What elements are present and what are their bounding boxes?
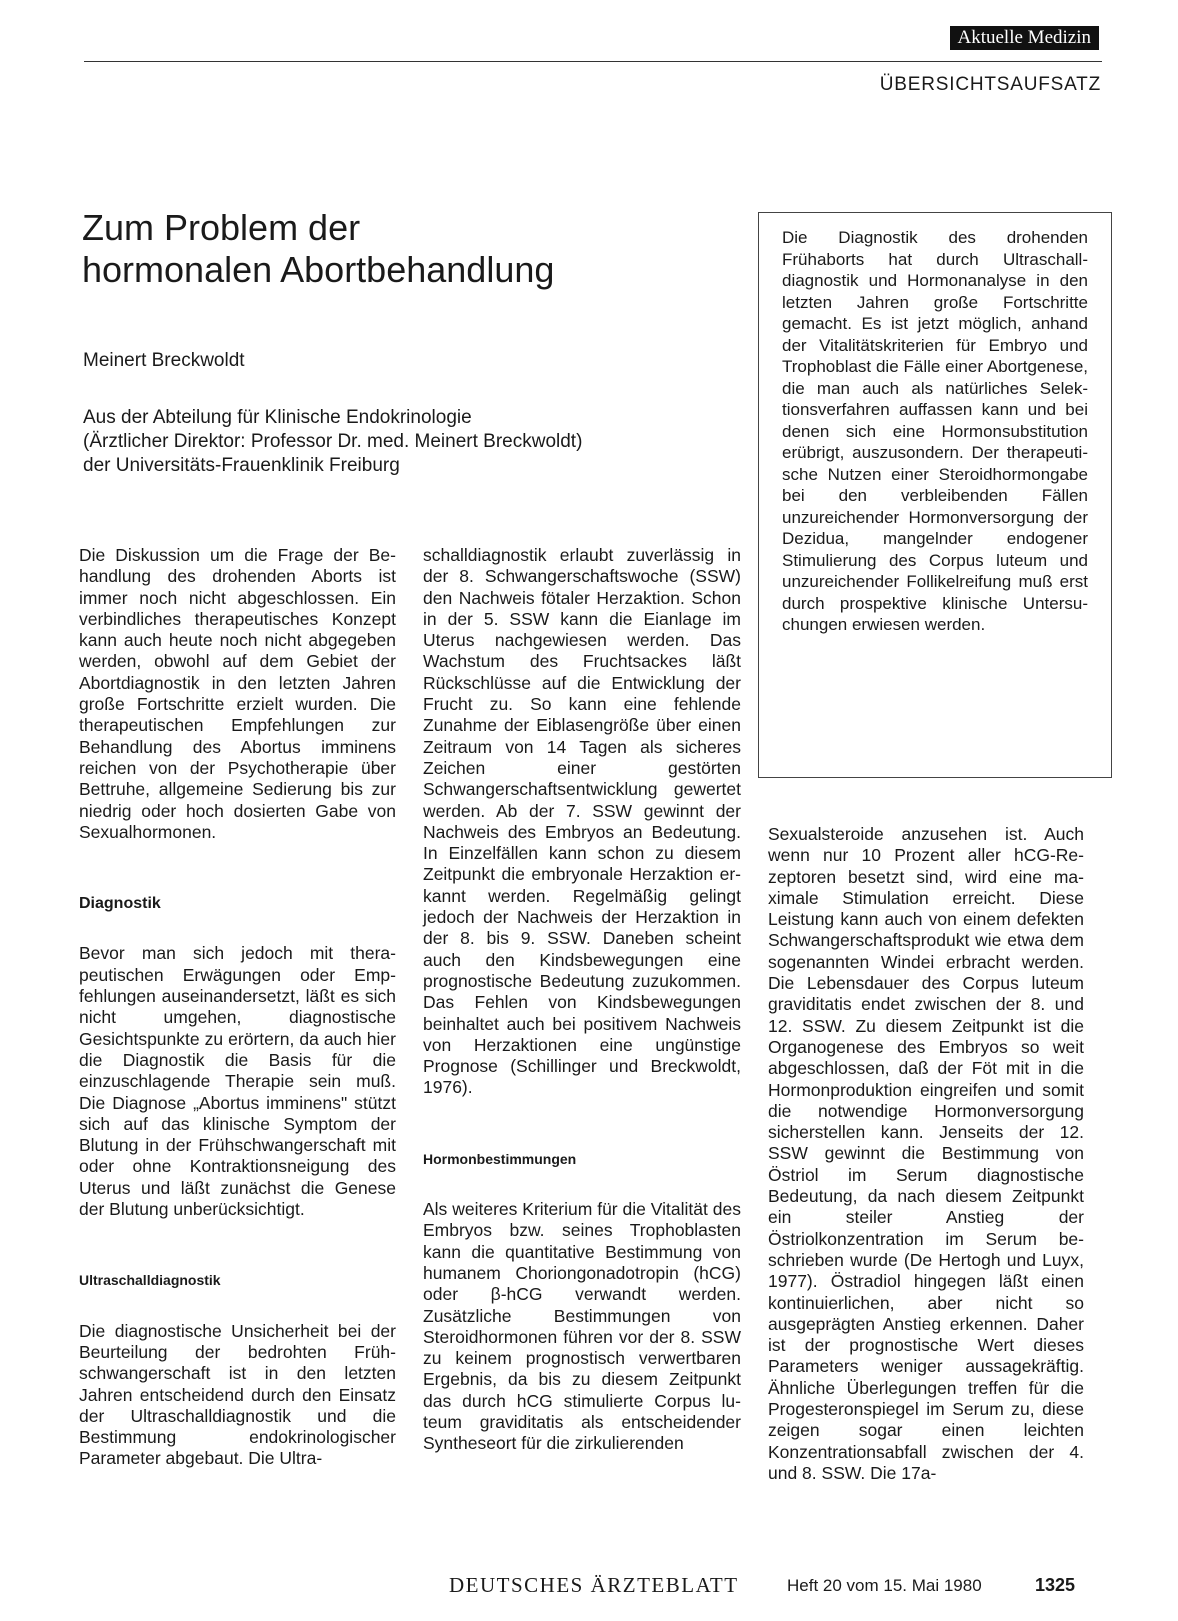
issue-info: Heft 20 vom 15. Mai 1980	[787, 1576, 982, 1595]
header-rule	[84, 61, 1102, 62]
affiliation-line-3: der Universitäts-Frauenklinik Freiburg	[83, 455, 400, 476]
hormon-paragraph-part-1: Als weiteres Kriterium für die Vitalität des Embryos bzw. seines Trophoblasten kann die quantitative Bestimmung von humanem Choriongonadotropin (hCG) oder β-hCG verwandt werden. Zusätzliche Bestimmungen von Steroidhormonen führen vor der 8. SSW zu keinem prognostisch verwertbaren Ergebnis, da bis zu diesem Zeitpunkt das durch hCG stimulierte Corpus luteum graviditatis als entscheidender Syntheseort für die zirkulierenden	[423, 1199, 741, 1454]
heading-hormonbestimmungen: Hormonbestimmungen	[423, 1150, 577, 1167]
article-title	[82, 207, 554, 291]
section-badge: Aktuelle Medizin	[950, 26, 1100, 50]
heading-diagnostik: Diagnostik	[79, 895, 161, 913]
author-name: Meinert Breckwoldt	[83, 350, 245, 371]
abstract-box	[758, 212, 1112, 778]
journal-name: DEUTSCHES ÄRZTEBLATT	[449, 1573, 739, 1597]
text-column-1	[79, 545, 396, 1470]
affiliation	[83, 406, 582, 478]
abstract-text: Die Diagnostik des drohenden Frühaborts hat durch Ultraschalldiagnostik und Hormonanalyse in den letzten Jahren große Fortschritte gemacht. Es ist jetzt möglich, anhand der Vitalitätskriterien für Embryo und Trophoblast die Fälle einer Abortgenese, die man auch als natürliches Selektionsverfahren auffassen kann und bei denen sich eine Hormonsubstitution erübrigt, auszusondern. Der therapeutische Nutzen einer Steroidhormongabe bei den verbleibenden Fällen unzureichender Hormonversorgung der Dezidua, mangelnder endogener Stimulierung des Corpus luteum und unzureichender Follikelreifung muß erst durch prospektive klinische Untersuchungen erwiesen werden.	[782, 228, 1088, 634]
intro-paragraph: Die Diskussion um die Frage der Behandlung des drohenden Aborts ist immer noch nicht abgeschlossen. Ein verbindliches therapeutisches Konzept kann auch heute noch nicht abgegeben werden, obwohl auf dem Gebiet der Abortdiagnostik in den letzten Jahren große Fortschritte erzielt wurden. Die therapeutischen Empfehlungen zur Behandlung des Abortus imminens reichen von der Psychotherapie über Bettruhe, allgemeine Sedierung bis zur niedrig oder hoch dosierten Gabe von Sexualhormonen.	[79, 545, 396, 842]
diagnostik-paragraph: Bevor man sich jedoch mit therapeutischen Erwägungen oder Empfehlungen auseinandersetzt, läßt es sich nicht umgehen, diagnostische Gesichtspunkte zu erörtern, da auch hier die Diagnostik die Basis für die einzuschlagende Therapie sein muß. Die Diagnose „Abortus imminens" stützt sich auf das klinische Symptom der Blutung in der Frühschwangerschaft mit oder ohne Kontraktionsneigung des Uterus und läßt zunächst die Genese der Blutung unberücksichtigt.	[79, 943, 396, 1220]
ultraschall-paragraph-part-2: schalldiagnostik erlaubt zuverlässig in der 8. Schwangerschaftswoche (SSW) den Nachweis fötaler Herzaktion. Schon in der 5. SSW kann die Eianlage im Uterus nachgewiesen werden. Das Wachstum des Fruchtsackes läßt Rückschlüsse auf die Entwicklung der Frucht zu. So kann eine fehlende Zunahme der Eiblasengröße über einen Zeitraum von 14 Tagen als sicheres Zeichen einer gestörten Schwangerschaftsentwicklung gewertet werden. Ab der 7. SSW gewinnt der Nachweis des Embryos an Bedeutung. In Einzelfällen kann schon zu diesem Zeitpunkt die embryonale Herzaktion erkannt werden. Regelmäßig gelingt jedoch der Nachweis der Herzaktion in der 8. bis 9. SSW. Daneben scheint auch den Kindsbewegungen eine prognostische Bedeutung zuzukommen. Das Fehlen von Kindsbewegungen beinhaltet auch bei positivem Nachweis von Herzaktionen eine ungünstige Prognose (Schillinger und Breckwoldt, 1976).	[423, 545, 741, 1098]
ultraschall-paragraph-part-1: Die diagnostische Unsicherheit bei der Beurteilung der bedrohten Frühschwangerschaft ist in den letzten Jahren entscheidend durch den Einsatz der Ultraschalldiagnostik und die Bestimmung endokrinologischer Parameter abgebaut. Die Ultra-	[79, 1320, 396, 1469]
article-title-line-1: Zum Problem der	[82, 207, 361, 248]
article-type-label: ÜBERSICHTSAUFSATZ	[879, 74, 1101, 95]
heading-ultraschalldiagnostik: Ultraschalldiagnostik	[79, 1272, 221, 1289]
affiliation-line-2: (Ärztlicher Direktor: Professor Dr. med. Meinert Breckwoldt)	[83, 431, 583, 452]
text-column-2	[423, 545, 741, 1455]
text-column-3	[768, 824, 1084, 1484]
article-title-line-2: hormonalen Abortbehandlung	[82, 249, 555, 290]
affiliation-line-1: Aus der Abteilung für Klinische Endokrinologie	[83, 407, 472, 428]
hormon-paragraph-part-2: Sexualsteroide anzusehen ist. Auch wenn nur 10 Prozent aller hCG-Rezeptoren besetzt sind, wird eine maximale Stimulation erreicht. Diese Leistung kann auch von einem defekten Schwangerschaftsprodukt wie etwa dem sogenannten Windei erbracht werden. Die Lebensdauer des Corpus luteum graviditatis endet zwischen der 8. und 12. SSW. Zu diesem Zeitpunkt ist die Organogenese des Embryos so weit abgeschlossen, daß der Föt mit in die Hormonproduktion eingreifen und somit die notwendige Hormonversorgung sicherstellen kann. Jenseits der 12. SSW gewinnt die Bestimmung von Östriol im Serum diagnostische Bedeutung, da nach diesem Zeitpunkt ein steiler Anstieg der Östriolkonzentration im Serum beschrieben wurde (De Hertogh und Luyx, 1977). Östradiol hingegen läßt einen kontinuierlichen, aber nicht so ausgeprägten Anstieg erkennen. Daher ist der prognostische Wert dieses Parameters weniger aussagekräftig. Ähnliche Überlegungen treffen für die Progesteronspiegel im Serum zu, diese zeigen sogar einen leichten Konzentrationsabfall zwischen der 4. und 8. SSW. Die 17a-	[768, 824, 1084, 1483]
page-number: 1325	[1035, 1575, 1076, 1595]
